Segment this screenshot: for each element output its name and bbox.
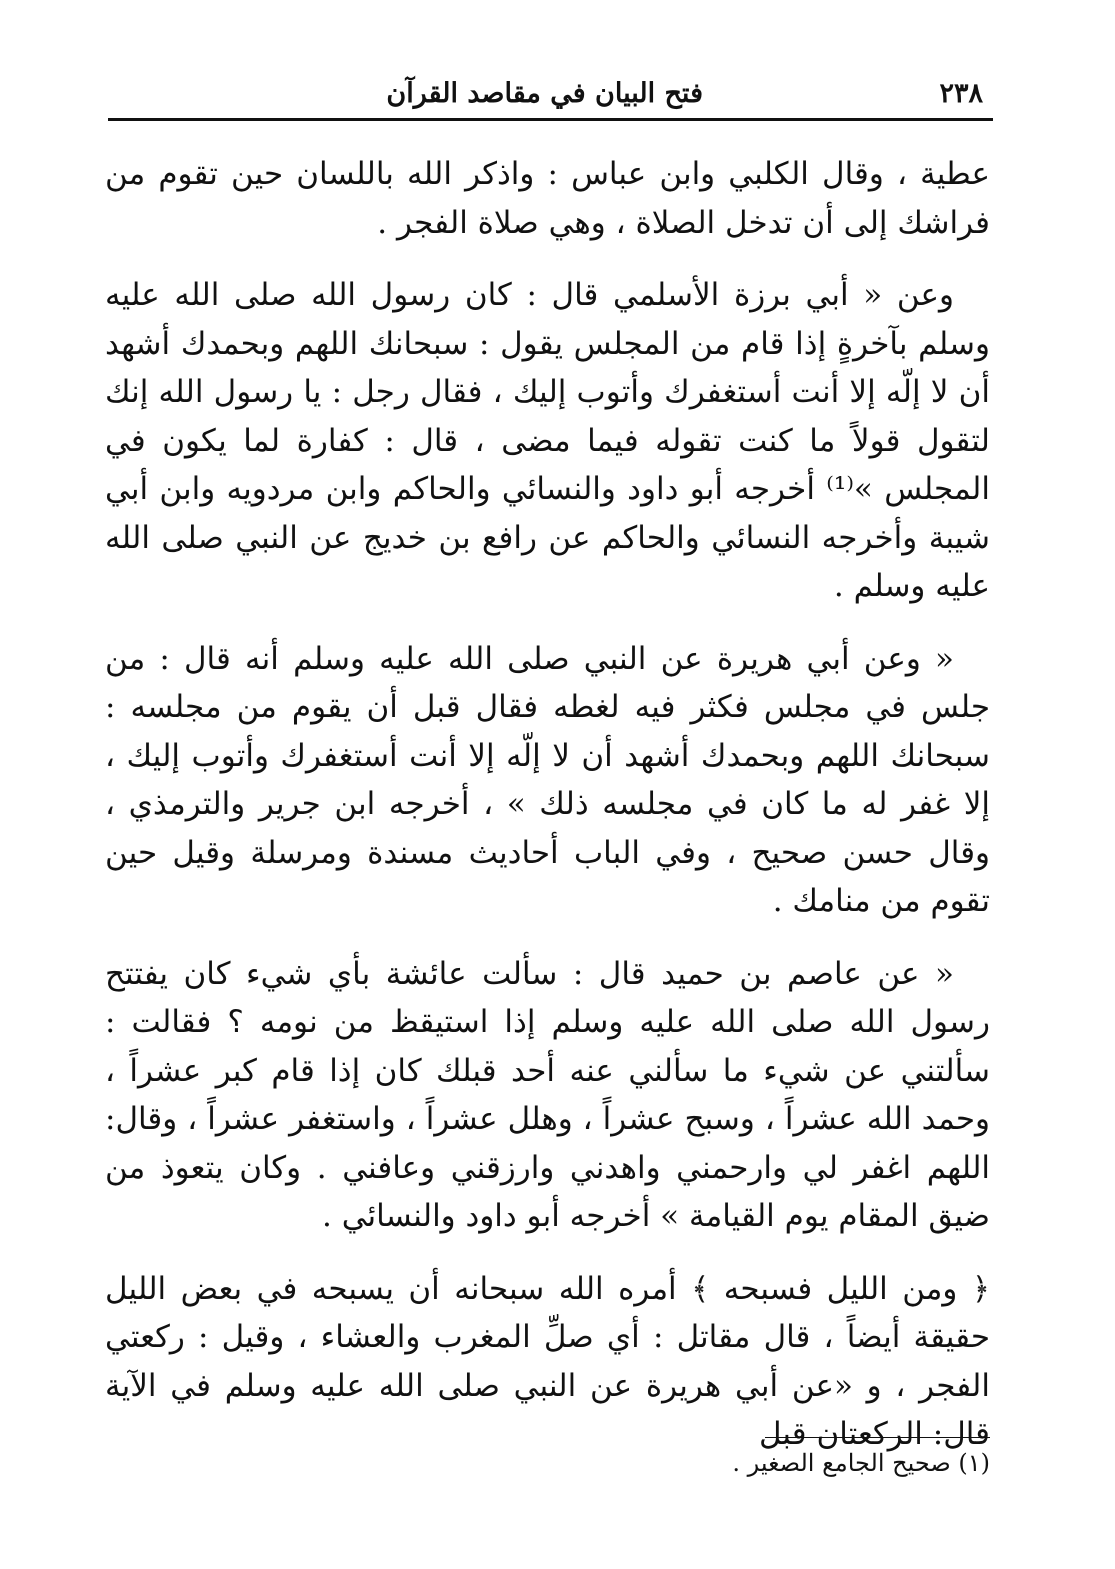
paragraph-4: « عن عاصم بن حميد قال : سألت عائشة بأي شيء كان يفتتح رسول الله صلى الله عليه وسلم إذا استيقظ من نومه ؟ فقالت : سألتني عن شيء ما سألني عنه أحد قبلك كان إذا قام كبر عشراً ، وحمد الله عشراً ، وسبح عشراً ، وهلل عشراً ، واستغفر عشراً ، وقال: اللهم اغفر لي وارحمني واهدني وارزقني وعافني . وكان يتعوذ من ضيق المقام يوم القيامة » أخرجه أبو داود والنسائي .: [105, 955, 990, 1234]
page-number: ٢٣٨: [939, 78, 983, 109]
book-title: فتح البيان في مقاصد القرآن: [386, 78, 703, 109]
page-header: [108, 78, 993, 121]
paragraph-1: عطية ، وقال الكلبي وابن عباس : واذكر الله باللسان حين تقوم من فراشك إلى أن تدخل الصلاة ، وهي صلاة الفجر .: [105, 156, 990, 241]
paragraph-2: وعن « أبي برزة الأسلمي قال : كان رسول الله صلى الله عليه وسلم بآخرةٍ إذا قام من المجلس يقول : سبحانك اللهم وبحمدك أشهد أن لا إلّه إلا أنت أستغفرك وأتوب إليك ، فقال رجل : يا رسول الله إنك لتقول قولاً ما كنت تقوله فيما مضى ، قال : كفارة لما يكون في المجلس »⁽¹⁾ أخرجه أبو داود والنسائي والحاكم وابن مردويه وابن أبي شيبة وأخرجه النسائي والحاكم عن رافع بن خديج عن النبي صلى الله عليه وسلم .: [105, 277, 990, 604]
main-text: [105, 150, 990, 1483]
paragraph-3: « وعن أبي هريرة عن النبي صلى الله عليه وسلم أنه قال : من جلس في مجلس فكثر فيه لغطه فقال قبل أن يقوم من مجلسه : سبحانك اللهم وبحمدك أشهد أن لا إلّه إلا أنت أستغفرك وأتوب إليك ، إلا غفر له ما كان في مجلسه ذلك » ، أخرجه ابن جرير والترمذي ، وقال حسن صحيح ، وفي الباب أحاديث مسندة ومرسلة وقيل حين تقوم من منامك .: [105, 640, 990, 919]
footnote: (١) صحيح الجامع الصغير .: [732, 1449, 990, 1477]
paragraph-5: ﴿ ومن الليل فسبحه ﴾ أمره الله سبحانه أن يسبحه في بعض الليل حقيقة أيضاً ، قال مقاتل : أي صلِّ المغرب والعشاء ، وقيل : ركعتي الفجر ، و «عن أبي هريرة عن النبي صلى الله عليه وسلم في الآية قال: الركعتان قبل: [105, 1270, 990, 1452]
footnote-divider: [765, 1437, 990, 1438]
